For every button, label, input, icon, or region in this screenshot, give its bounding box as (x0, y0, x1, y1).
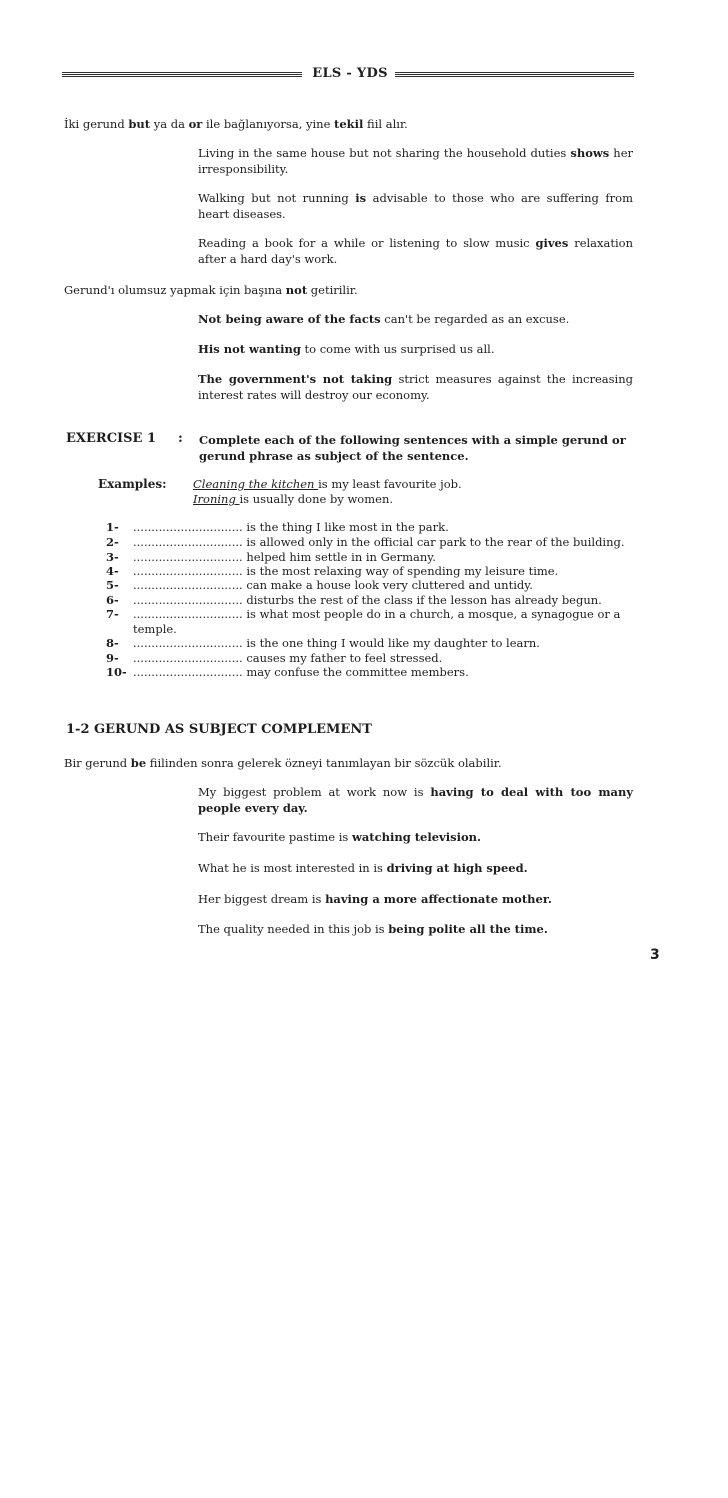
item-number: 6- (106, 593, 119, 607)
example-sentence: Living in the same house but not sharing the household duties shows her irresponsibility. (198, 146, 633, 176)
section-heading: 1-2 GERUND AS SUBJECT COMPLEMENT (66, 722, 372, 737)
exercise-example: Cleaning the kitchen is my least favourite job. (193, 477, 462, 491)
item-number: 5- (106, 578, 119, 592)
example-sentence: Her biggest dream is having a more affectionate mother. (198, 892, 552, 906)
exercise-example: Ironing is usually done by women. (193, 492, 394, 506)
item-number: 8- (106, 636, 119, 650)
item-number: 3- (106, 550, 119, 564)
page-header (62, 66, 634, 86)
rule-two-gerunds: İki gerund but ya da or ile bağlanıyorsa, yine tekil fiil alır. (64, 117, 408, 131)
blank-field[interactable]: .............................. (133, 665, 243, 679)
item-number: 1- (106, 520, 119, 534)
example-sentence: Their favourite pastime is watching television. (198, 830, 481, 844)
blank-field[interactable]: .............................. (133, 578, 243, 592)
blank-field[interactable]: .............................. (133, 535, 243, 549)
blank-field[interactable]: .............................. (133, 564, 243, 578)
blank-field[interactable]: .............................. (133, 520, 243, 534)
blank-field[interactable]: .............................. (133, 651, 243, 665)
rule-negative-gerund: Gerund'ı olumsuz yapmak için başına not getirilir. (64, 283, 358, 297)
item-number: 2- (106, 535, 119, 549)
exercise-instruction: Complete each of the following sentences with a simple gerund or gerund phrase as subject of the sentence. (199, 433, 626, 463)
exercise-item: .............................. is the most relaxing way of spending my leisure time. (133, 564, 559, 578)
exercise-item-continuation: temple. (133, 622, 177, 636)
blank-field[interactable]: .............................. (133, 607, 243, 621)
exercise-item: .............................. is allowed only in the official car park to the rear of the building. (133, 535, 625, 549)
exercise-title: EXERCISE 1 (66, 431, 157, 446)
item-number: 9- (106, 651, 119, 665)
header-rule-right (395, 72, 634, 78)
example-sentence: Walking but not running is advisable to those who are suffering from heart diseases. (198, 191, 633, 221)
blank-field[interactable]: .............................. (133, 636, 243, 650)
example-sentence: The government's not taking strict measures against the increasing interest rates will destroy our economy. (198, 372, 633, 402)
page-number: 3 (650, 947, 660, 963)
example-sentence: My biggest problem at work now is having to deal with too many people every day. (198, 785, 634, 815)
exercise-item: .............................. may confuse the committee members. (133, 665, 469, 679)
example-sentence: Not being aware of the facts can't be regarded as an excuse. (198, 312, 570, 326)
example-sentence: The quality needed in this job is being polite all the time. (198, 922, 548, 936)
exercise-item: .............................. can make a house look very cluttered and untidy. (133, 578, 533, 592)
header-title: ELS - YDS (312, 66, 388, 81)
item-number: 4- (106, 564, 119, 578)
item-number: 10- (106, 665, 127, 679)
exercise-colon: : (178, 431, 183, 446)
examples-label: Examples: (98, 477, 167, 491)
item-number: 7- (106, 607, 119, 621)
example-sentence: His not wanting to come with us surprised us all. (198, 342, 495, 356)
exercise-item: .............................. helped him settle in in Germany. (133, 550, 436, 564)
exercise-item: .............................. disturbs the rest of the class if the lesson has already begun. (133, 593, 602, 607)
exercise-item: .............................. causes my father to feel stressed. (133, 651, 443, 665)
exercise-item: .............................. is what most people do in a church, a mosque, a synagogue or a (133, 607, 621, 621)
blank-field[interactable]: .............................. (133, 593, 243, 607)
blank-field[interactable]: .............................. (133, 550, 243, 564)
header-rule-left (62, 72, 302, 78)
exercise-item: .............................. is the one thing I would like my daughter to learn. (133, 636, 540, 650)
exercise-item: .............................. is the thing I like most in the park. (133, 520, 449, 534)
example-sentence: Reading a book for a while or listening to slow music gives relaxation after a hard day's work. (198, 236, 634, 266)
rule-subject-complement: Bir gerund be fiilinden sonra gelerek özneyi tanımlayan bir sözcük olabilir. (64, 756, 502, 770)
example-sentence: What he is most interested in is driving at high speed. (198, 861, 528, 875)
